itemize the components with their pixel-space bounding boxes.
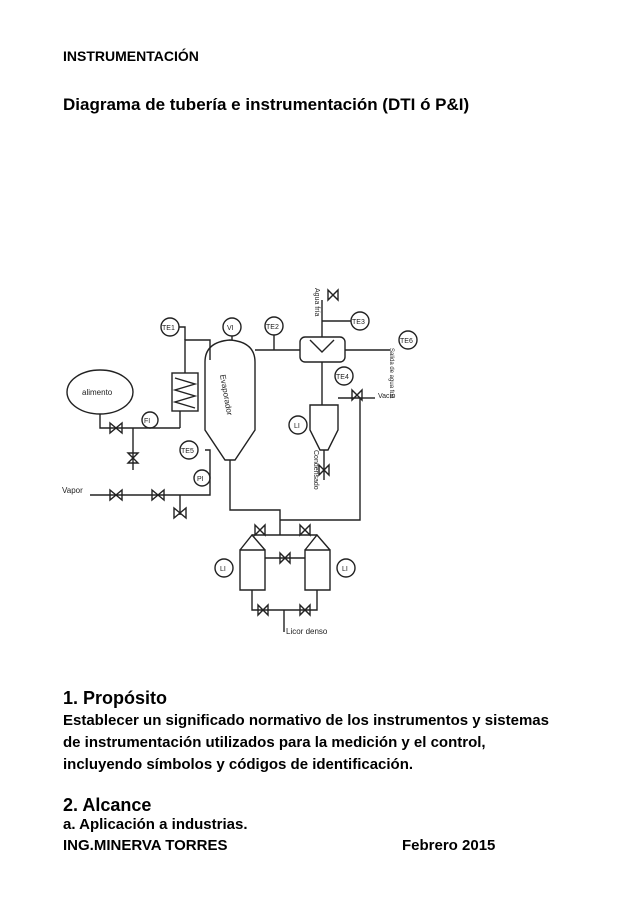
label-condensado: Condensado	[312, 450, 319, 490]
label-agua-fria: Agua fría	[313, 288, 320, 317]
instrument-vi-label: VI	[227, 325, 234, 332]
instrument-te4-label: TE4	[336, 374, 349, 381]
label-evaporador: Evaporador	[218, 373, 235, 417]
instrument-te6-label: TE6	[400, 338, 413, 345]
label-vacio: Vacío	[378, 393, 396, 400]
document-header: INSTRUMENTACIÓN	[63, 48, 199, 64]
product-tank-right	[305, 535, 330, 590]
label-licor-denso: Licor denso	[286, 627, 328, 636]
footer-date: Febrero 2015	[402, 837, 496, 854]
instrument-pi-label: PI	[197, 476, 204, 483]
water-valve	[328, 290, 338, 300]
instrument-li-2-label: LI	[220, 566, 226, 573]
tank-valve-top-1	[255, 525, 265, 535]
section-2-body: a. Aplicación a industrias.	[63, 816, 248, 833]
instrument-fi-label: FI	[144, 418, 151, 425]
condenser	[300, 337, 345, 362]
footer-author: ING.MINERVA TORRES	[63, 837, 228, 854]
instrument-li-1-label: LI	[294, 423, 300, 430]
instrument-te5-label: TE5	[181, 448, 194, 455]
section-2-heading: 2. Alcance	[63, 795, 152, 815]
instrument-te2-label: TE2	[266, 324, 279, 331]
instrument-li-3-label: LI	[342, 566, 348, 573]
condensate-receiver	[310, 405, 338, 450]
instrument-te1-label: TE1	[162, 325, 175, 332]
product-tank-left	[240, 535, 265, 590]
section-1-body: Establecer un significado normativo de los instrumentos y sistemas de instrumentación utilizados para la medición y el control, incluyendo símbolos y códigos de identificación.	[63, 712, 549, 773]
tank-valve-top-2	[300, 525, 310, 535]
instrument-te3-label: TE3	[352, 319, 365, 326]
document-title: Diagrama de tubería e instrumentación (DTI ó P&I)	[63, 95, 470, 114]
pid-diagram	[60, 280, 430, 640]
label-salida-agua: Salida de agua fría	[388, 348, 394, 399]
label-alimento: alimento	[82, 388, 113, 397]
section-1-heading: 1. Propósito	[63, 688, 168, 708]
label-vapor: Vapor	[62, 486, 83, 495]
